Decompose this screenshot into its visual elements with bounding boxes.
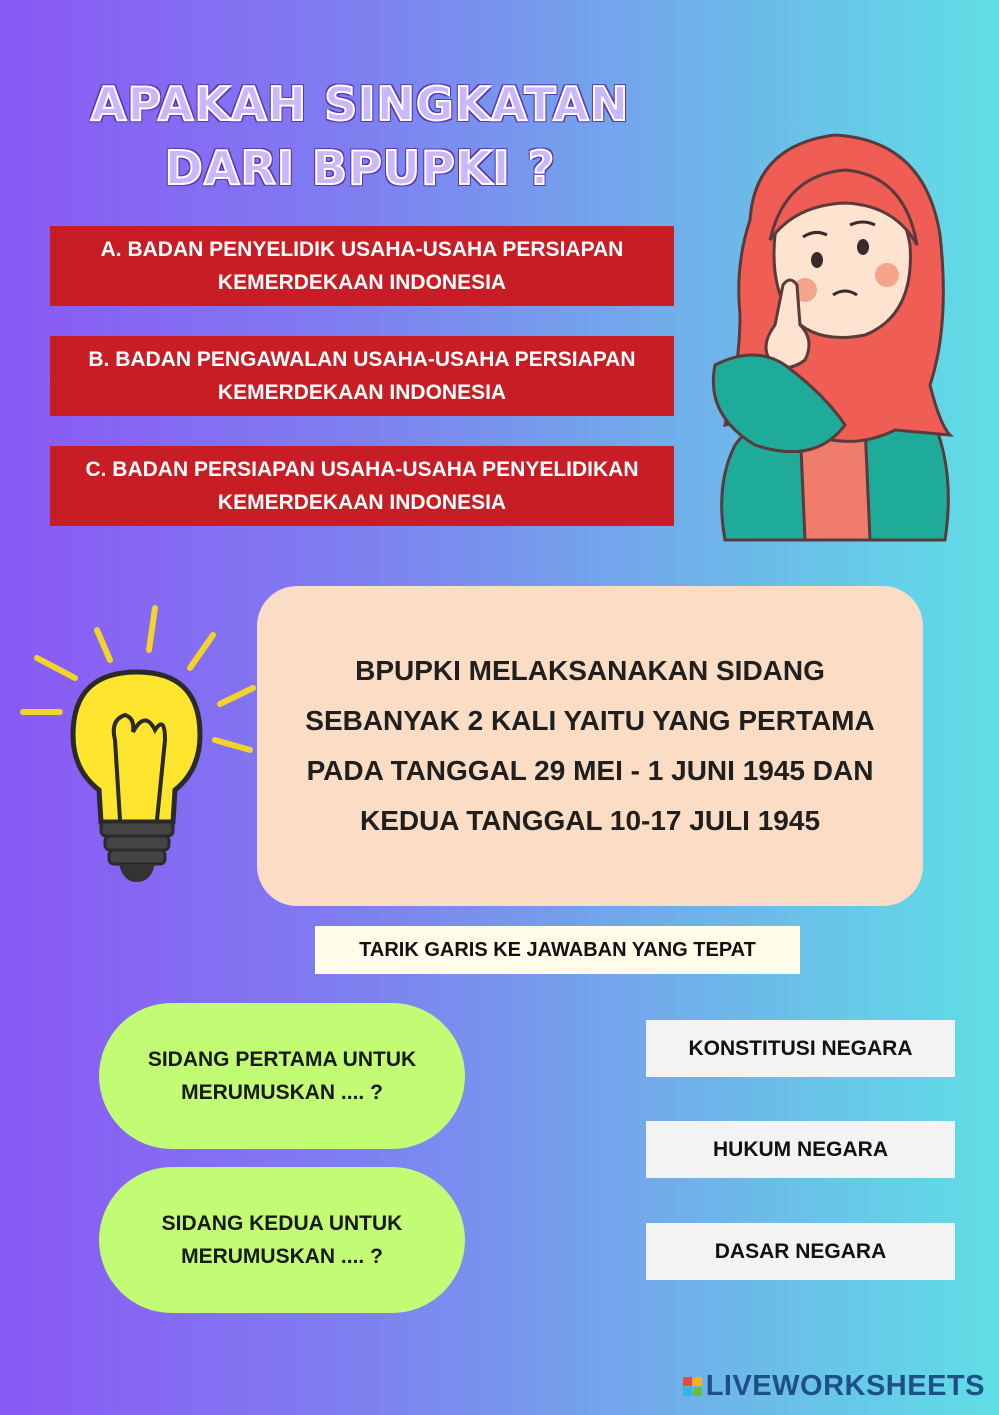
info-box [257,586,923,906]
answer-3-label: DASAR NEGARA [714,1239,887,1263]
instruction-label [315,926,800,974]
brand-text: LIVEWORKSHEETS [705,1370,985,1402]
answer-box-1[interactable] [646,1020,955,1077]
option-a[interactable] [50,226,674,306]
light-bulb-icon [15,600,260,890]
title-line-1: APAKAH SINGKATAN [90,77,630,131]
thinking-girl-illustration [695,125,965,545]
info-text: BPUPKI MELAKSANAKAN SIDANG SEBANYAK 2 KALI YAITU YANG PERTAMA PADA TANGGAL 29 MEI - 1 JUNI 1945 DAN KEDUA TANGGAL 10-17 JULI 1945 [305,655,875,836]
option-b-label: B. BADAN PENGAWALAN USAHA-USAHA PERSIAPAN KEMERDEKAAN INDONESIA [88,348,636,404]
title-line-2: DARI BPUPKI ? [164,141,556,195]
answer-box-3[interactable] [646,1223,955,1280]
option-b[interactable] [50,336,674,416]
question-2-label: SIDANG KEDUA UNTUK MERUMUSKAN .... ? [161,1212,403,1268]
option-c[interactable] [50,446,674,526]
liveworksheets-logo-icon [683,1377,702,1396]
answer-box-2[interactable] [646,1121,955,1178]
question-1-label: SIDANG PERTAMA UNTUK MERUMUSKAN .... ? [147,1048,417,1104]
option-a-label: A. BADAN PENYELIDIK USAHA-USAHA PERSIAPAN KEMERDEKAAN INDONESIA [100,238,624,294]
question-pill-1[interactable] [99,1003,465,1149]
page-title [60,72,660,200]
instruction-text: TARIK GARIS KE JAWABAN YANG TEPAT [359,938,756,961]
question-pill-2[interactable] [99,1167,465,1313]
answer-1-label: KONSTITUSI NEGARA [688,1036,913,1060]
answer-2-label: HUKUM NEGARA [713,1137,888,1161]
option-c-label: C. BADAN PERSIAPAN USAHA-USAHA PENYELIDIKAN KEMERDEKAAN INDONESIA [85,458,639,514]
brand-logo [683,1370,985,1403]
